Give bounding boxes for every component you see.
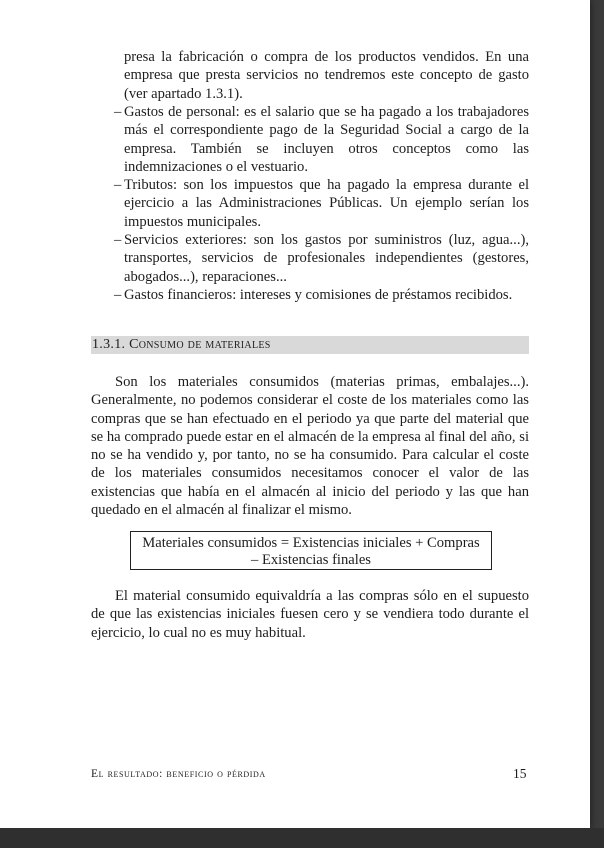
bullet-text: Gastos de personal: es el salario que se ha pagado a los trabajadores más el correspondiente pago de la Seguridad Social a cargo de la empresa. También se incluyen otros conceptos como las indemnizaciones o el vestuario. — [124, 104, 529, 175]
bullet-text: Servicios exteriores: son los gastos por suministros (luz, agua...), transportes, servicios de profesionales independientes (gestores, abogados...), reparaciones... — [124, 232, 529, 285]
bullet-text: Gastos financieros: intereses y comisiones de préstamos recibidos. — [124, 286, 513, 303]
body-paragraph-1: Son los materiales consumidos (materias primas, embalajes...). Generalmente, no podemos considerar el coste de los materiales como las compras que se han efectuado en el periodo ya que parte del material que se ha comprado puede estar en el almacén de la empresa al final del año, si no se ha vendido y, por tanto, no se ha consumido. Para calcular el coste de los materiales consumidos necesitamos conocer el valor de las existencias que había en el almacén al inicio del periodo y las que han quedado en el almacén al finalizar el mismo. — [91, 374, 529, 519]
formula-line-1: Materiales consumidos = Existencias iniciales + Compras — [142, 535, 480, 551]
expense-bullet-list — [91, 103, 529, 304]
section-heading — [91, 336, 529, 354]
page-number: 15 — [513, 766, 527, 781]
bullet-financial — [91, 286, 529, 304]
bullet-dash: – — [114, 104, 122, 120]
viewer-bottom-bar — [0, 828, 604, 848]
bullet-personnel — [91, 103, 529, 176]
bullet-text: Tributos: son los impuestos que ha pagado la empresa durante el ejercicio a las Administraciones Públicas. Un ejemplo serían los impuestos municipales. — [124, 177, 529, 230]
formula-line-2: – Existencias finales — [251, 552, 371, 568]
intro-paragraph: presa la fabricación o compra de los productos vendidos. En una empresa que presta servicios no tendremos este concepto de gasto (ver apartado 1.3.1). — [124, 49, 529, 102]
body-paragraph-2: El material consumido equivaldría a las compras sólo en el supuesto de que las existencias iniciales fuesen cero y se vendiera todo durante el ejercicio, lo cual no es muy habitual. — [91, 588, 529, 641]
running-title: El resultado: beneficio o pérdida — [91, 768, 266, 780]
bullet-dash: – — [114, 286, 122, 303]
formula-box — [130, 531, 492, 570]
bullet-dash: – — [114, 177, 122, 194]
section-heading-text: 1.3.1. Consumo de materiales — [92, 337, 271, 352]
bullet-taxes — [91, 176, 529, 231]
bullet-dash: – — [114, 232, 122, 249]
bullet-external-services — [91, 231, 529, 286]
